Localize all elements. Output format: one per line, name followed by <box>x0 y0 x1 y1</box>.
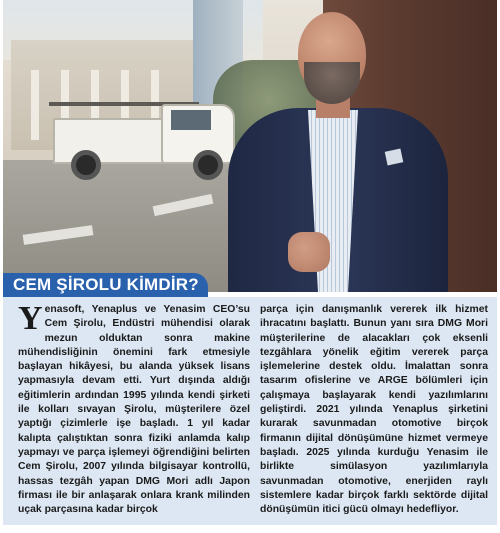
beard <box>304 62 360 104</box>
section-title: CEM ŞİROLU KİMDİR? <box>13 275 199 294</box>
article-text-left: enasoft, Yenaplus ve Yenasim CEO’su Cem Şirolu, Endüstri mühendisi olarak mezun olduktan sonra makine mühendisliğinin önemini fark etmesiyle başlayan hikâyesi, bu alanda yüksek lisans yapmasıyla devam etti. Yurt dışında aldığı eğitimlerin ardından 1995 yılında kendi şirketi ile kolları sıvayan Şirolu, müşterilere özel yaptığı çizimlerle işe başladı. 1 yıl kadar kalıpta çalıştıktan sonra fiziki anlamda kalıp yapmayı ve parça işlemeyi öğrendiğini belirten Cem Şirolu, 2007 yılında bilgisayar kontrollü, hassas tezgâh yapan DMG Mori adlı Japon firması ile bir anlaşarak onlara krank milinden uçak parçasına kadar birçok <box>18 304 250 516</box>
portrait-photo <box>3 0 497 292</box>
person-figure <box>218 0 458 292</box>
article-text-right: parça için danışmanlık vererek ilk hizmet ihracatını başlattı. Bunun yanı sıra DMG Mori müşterilerine de alacakları çok eksenli tezgâhlara yönelik eğitim vererek parça işlemelerine destek oldu. İmalattan sonra tasarım ofislerine ve ARGE bölümleri için çalışmaya başlayarak kendi yazılımlarını geliştirdi. 2021 yılında Yenaplus şirketini kurarak savunmadan otomotive birçok firmanın dijital dönüşümüne hizmet vermeye başladı. 2025 yılında kurduğu Yenasim ile birlikte simülasyon yazılımlarıyla savunmadan otomotive, enerjiden raylı sistemlere kadar birçok farklı sektörde dijital dönüşümün itici gücü olmayı hedefliyor. <box>260 304 488 516</box>
mural-truck <box>53 96 243 186</box>
hand <box>288 232 330 272</box>
section-title-tab <box>3 273 208 297</box>
drop-cap: Y <box>18 300 43 337</box>
article-body-panel <box>3 297 497 525</box>
article-column-right <box>260 303 488 517</box>
article-column-left <box>18 300 250 517</box>
